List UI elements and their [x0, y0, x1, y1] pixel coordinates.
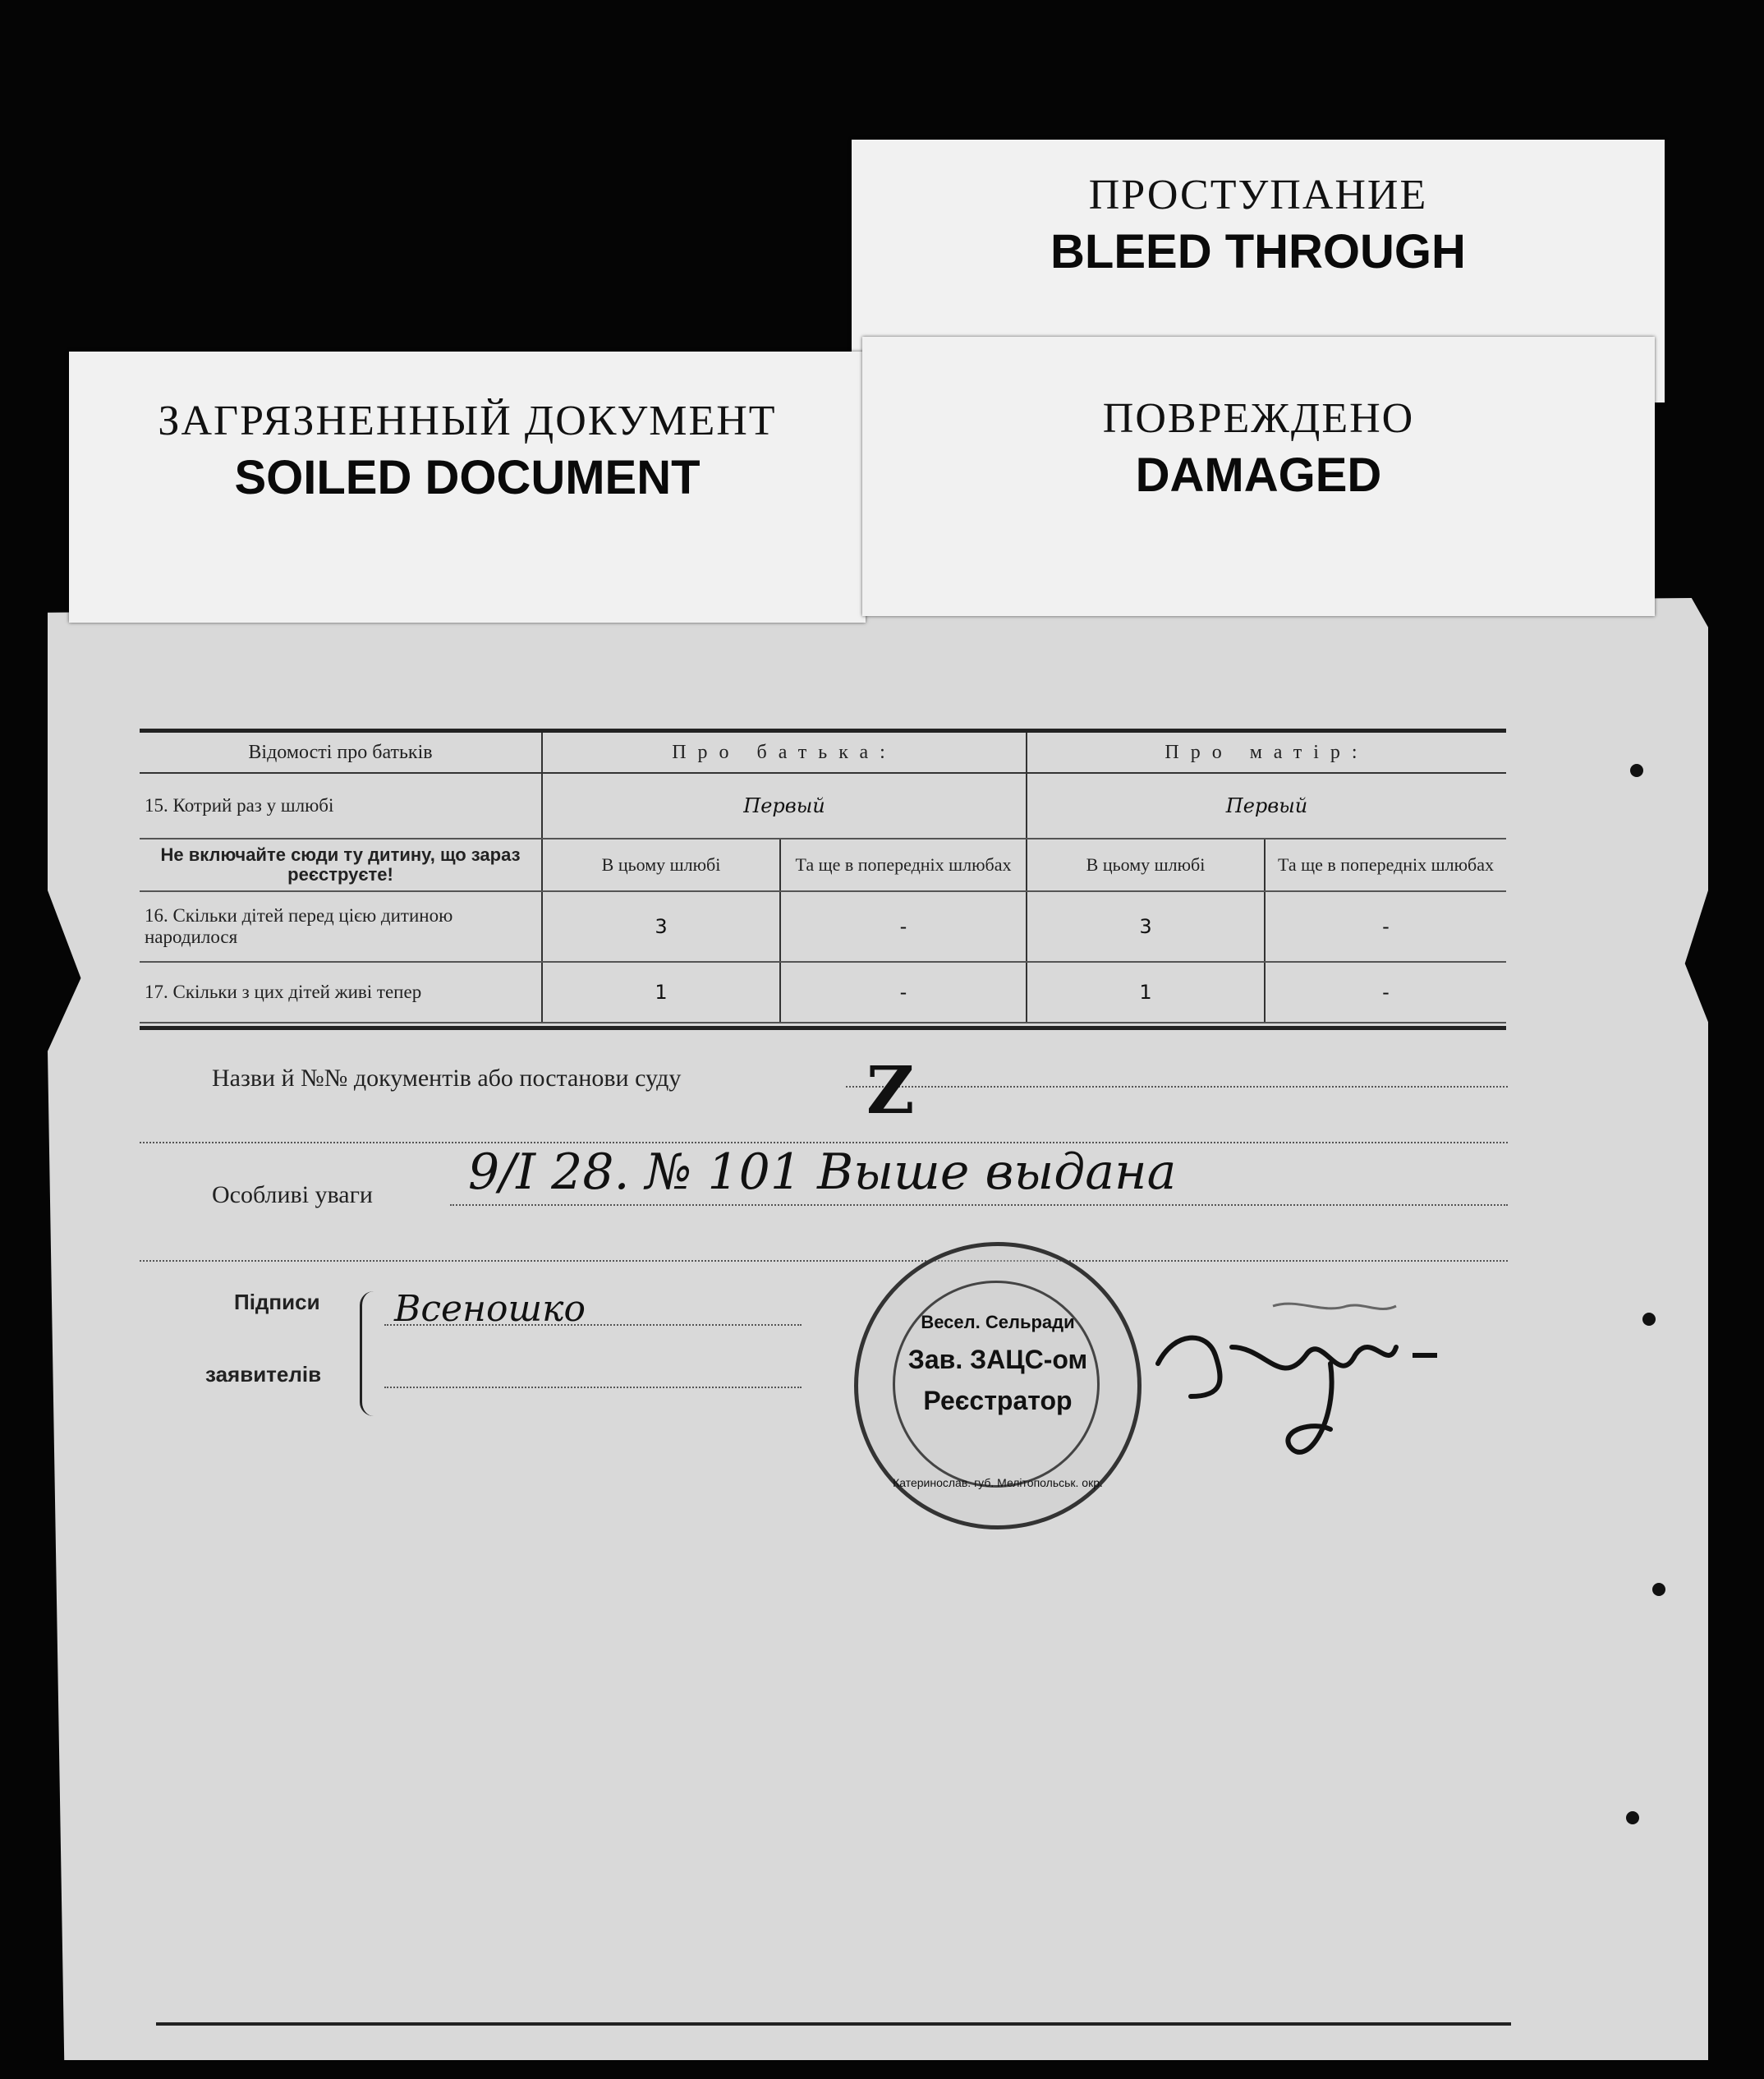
documents-label: Назви й №№ документів або постанови суду	[212, 1065, 682, 1092]
signatures-brace	[360, 1291, 374, 1416]
father-marriage-count: Первый	[542, 773, 1027, 839]
punch-hole-mark	[1630, 764, 1643, 777]
stamp-line-2: Зав. ЗАЦС-ом	[907, 1345, 1088, 1374]
dotted-line	[140, 1260, 1508, 1262]
table-bottom-rule	[140, 1026, 1506, 1030]
signature-line-2	[384, 1387, 802, 1388]
bleed-through-en: BLEED THROUGH	[1050, 225, 1466, 278]
father-children-current: 3	[542, 891, 780, 962]
father-previous-marriages-header: Та ще в попередніх шлюбах	[780, 839, 1027, 891]
mother-previous-marriages-header: Та ще в попередніх шлюбах	[1265, 839, 1506, 891]
header-father: Про батька:	[542, 733, 1027, 773]
soiled-document-en: SOILED DOCUMENT	[234, 451, 701, 504]
special-notes-label: Особливі уваги	[212, 1181, 373, 1208]
punch-hole-mark	[1652, 1583, 1665, 1596]
question-17: 17. Скільки з цих дітей живі тепер	[140, 962, 542, 1023]
exclusion-note: Не включайте сюди ту дитину, що зараз реєструєте!	[140, 839, 542, 891]
punch-hole-mark	[1626, 1811, 1639, 1824]
father-living-previous: -	[780, 962, 1027, 1023]
father-living-current: 1	[542, 962, 780, 1023]
applicants-label: заявителів	[205, 1362, 322, 1387]
stamp-line-1: Весел. Сельради	[921, 1312, 1075, 1332]
question-15: 15. Котрий раз у шлюбі	[140, 773, 542, 839]
applicant-signature: Всеношко	[394, 1288, 586, 1330]
soiled-document-ru: ЗАГРЯЗНЕННЫЙ ДОКУМЕНТ	[158, 398, 777, 444]
father-children-previous: -	[780, 891, 1027, 962]
mother-current-marriage-header: В цьому шлюбі	[1027, 839, 1265, 891]
page-bottom-rule	[156, 2022, 1511, 2026]
parents-info-table	[140, 733, 1506, 1023]
documents-dotted-line	[846, 1086, 1508, 1088]
question-16: 16. Скільки дітей перед цією дитиною народилося	[140, 891, 542, 962]
damaged-en: DAMAGED	[1135, 448, 1382, 502]
special-notes-value: 9/I 28. № 101 Выше выдана	[468, 1143, 1177, 1201]
damaged-ru: ПОВРЕЖДЕНО	[1102, 395, 1415, 442]
punch-hole-mark	[1642, 1313, 1656, 1326]
bleed-through-ru: ПРОСТУПАНИЕ	[1088, 172, 1428, 218]
registrar-signature	[1142, 1298, 1454, 1487]
mother-living-previous: -	[1265, 962, 1506, 1023]
signature-line-1	[384, 1324, 802, 1326]
damaged-card	[862, 337, 1655, 616]
documents-value: Z	[866, 1051, 915, 1129]
mother-living-current: 1	[1027, 962, 1265, 1023]
registry-office-stamp	[854, 1242, 1142, 1529]
signatures-label: Підписи	[234, 1290, 320, 1314]
father-current-marriage-header: В цьому шлюбі	[542, 839, 780, 891]
header-parents-info: Відомості про батьків	[140, 733, 542, 773]
stamp-line-3: Реєстратор	[923, 1386, 1073, 1415]
header-mother: Про матір:	[1027, 733, 1506, 773]
special-notes-dotted-line	[450, 1204, 1508, 1206]
stamp-ring-text: Катеринослав. губ. Мелітопольськ. окр.	[893, 1476, 1103, 1489]
soiled-document-card	[69, 352, 866, 623]
mother-children-current: 3	[1027, 891, 1265, 962]
mother-children-previous: -	[1265, 891, 1506, 962]
mother-marriage-count: Первый	[1027, 773, 1506, 839]
